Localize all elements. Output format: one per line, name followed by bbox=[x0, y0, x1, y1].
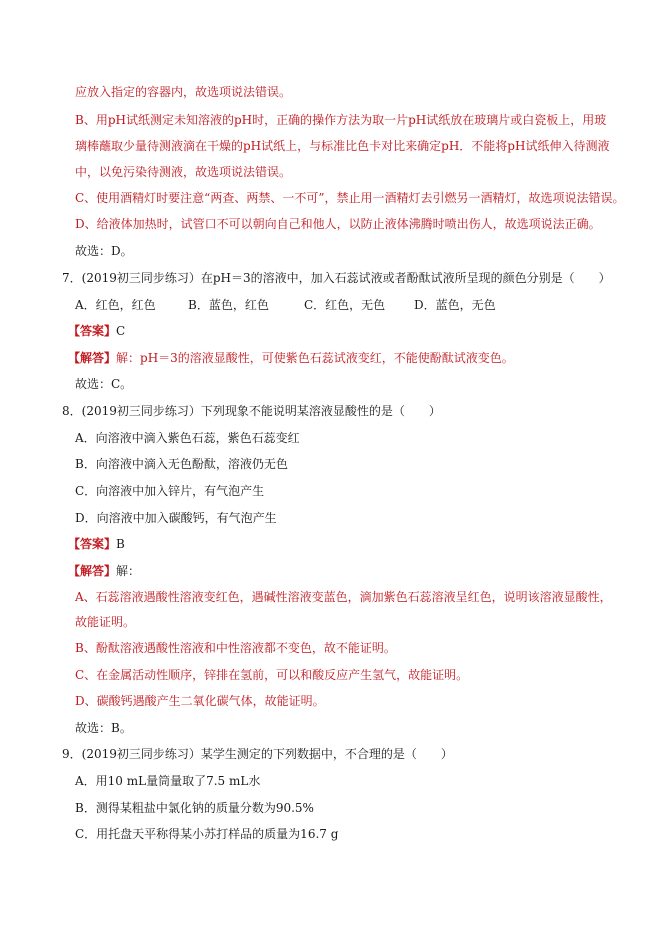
q7-analysis-text: 解：pH＝3的溶液显酸性，可使紫色石蕊试液变红，不能使酚酞试液变色。 bbox=[116, 351, 514, 365]
q8-option-a: A．向溶液中滴入紫色石蕊，紫色石蕊变红 bbox=[75, 431, 300, 445]
q9-stem: 9．(2019初三同步练习）某学生测定的下列数据中，不合理的是（ ） bbox=[62, 747, 453, 761]
q7-answer bbox=[68, 323, 125, 339]
prev-explanation-line-3: 璃棒蘸取少量待测液滴在干燥的pH试纸上，与标准比色卡对比来确定pH．不能将pH试纸伸入待测液 bbox=[75, 139, 610, 153]
q9-option-a: A．用10 mL量筒量取了7.5 mL水 bbox=[75, 774, 261, 788]
q7-option-c: C．红色，无色 bbox=[304, 298, 386, 312]
prev-explanation-line-1: 应放入指定的容器内，故选项说法错误。 bbox=[75, 85, 292, 99]
q8-explanation-line-4: C、在金属活动性顺序，锌排在氢前，可以和酸反应产生氢气，故能证明。 bbox=[75, 668, 469, 682]
q8-explanation-line-2: 故能证明。 bbox=[75, 615, 136, 629]
q8-answer bbox=[68, 536, 125, 552]
prev-explanation-line-5: C、使用酒精灯时要注意“两查、两禁、一不可”，禁止用一酒精灯去引燃另一酒精灯，故选项说法错误。 bbox=[75, 191, 625, 205]
q8-explanation-line-1: A、石蕊溶液遇酸性溶液变红色，遇碱性溶液变蓝色，滴加紫色石蕊溶液呈红色，说明该溶液显酸性， bbox=[75, 590, 612, 604]
q8-choice: 故选：B。 bbox=[75, 721, 132, 735]
q8-option-c: C．向溶液中加入锌片，有气泡产生 bbox=[75, 484, 265, 498]
q7-options bbox=[75, 297, 496, 313]
q8-analysis-text: 解： bbox=[116, 564, 141, 578]
prev-explanation-line-4: 中，以免污染待测液，故选项说法错误。 bbox=[75, 165, 292, 179]
q7-stem: 7．(2019初三同步练习）在pH＝3的溶液中，加入石蕊试液或者酚酞试液所呈现的颜色分别是（ ） bbox=[62, 271, 611, 285]
q8-explanation-line-3: B、酚酞溶液遇酸性溶液和中性溶液都不变色，故不能证明。 bbox=[75, 641, 396, 655]
q8-option-d: D．向溶液中加入碳酸钙，有气泡产生 bbox=[75, 511, 277, 525]
analysis-tag: 【解答】 bbox=[68, 351, 117, 365]
answer-tag: 【答案】 bbox=[68, 324, 117, 338]
q8-analysis bbox=[68, 563, 140, 579]
q8-explanation-line-5: D、碳酸钙遇酸产生二氧化碳气体，故能证明。 bbox=[75, 694, 325, 708]
q7-answer-value: C bbox=[116, 324, 126, 338]
analysis-tag: 【解答】 bbox=[68, 564, 117, 578]
q7-choice: 故选：C。 bbox=[75, 377, 133, 391]
q9-option-c: C．用托盘天平称得某小苏打样品的质量为16.7 g bbox=[75, 827, 339, 841]
prev-choice: 故选：D。 bbox=[75, 244, 133, 258]
q8-stem: 8．(2019初三同步练习）下列现象不能说明某溶液显酸性的是（ ） bbox=[62, 404, 441, 418]
prev-explanation-line-2: B、用pH试纸测定未知溶液的pH时，正确的操作方法为取一片pH试纸放在玻璃片或白瓷板上，用玻 bbox=[75, 113, 607, 127]
q7-option-d: D．蓝色，无色 bbox=[414, 298, 496, 312]
answer-tag: 【答案】 bbox=[68, 537, 117, 551]
q8-option-b: B．向溶液中滴入无色酚酞，溶液仍无色 bbox=[75, 457, 288, 471]
q9-option-b: B．测得某粗盐中氯化钠的质量分数为90.5% bbox=[75, 801, 314, 815]
q7-option-b: B．蓝色，红色 bbox=[188, 298, 269, 312]
q7-option-a: A．红色，红色 bbox=[75, 298, 156, 312]
q7-analysis bbox=[68, 350, 514, 366]
prev-explanation-line-6: D、给液体加热时，试管口不可以朝向自己和他人，以防止液体沸腾时喷出伤人，故选项说法正确。 bbox=[75, 217, 601, 231]
q8-answer-value: B bbox=[116, 537, 125, 551]
